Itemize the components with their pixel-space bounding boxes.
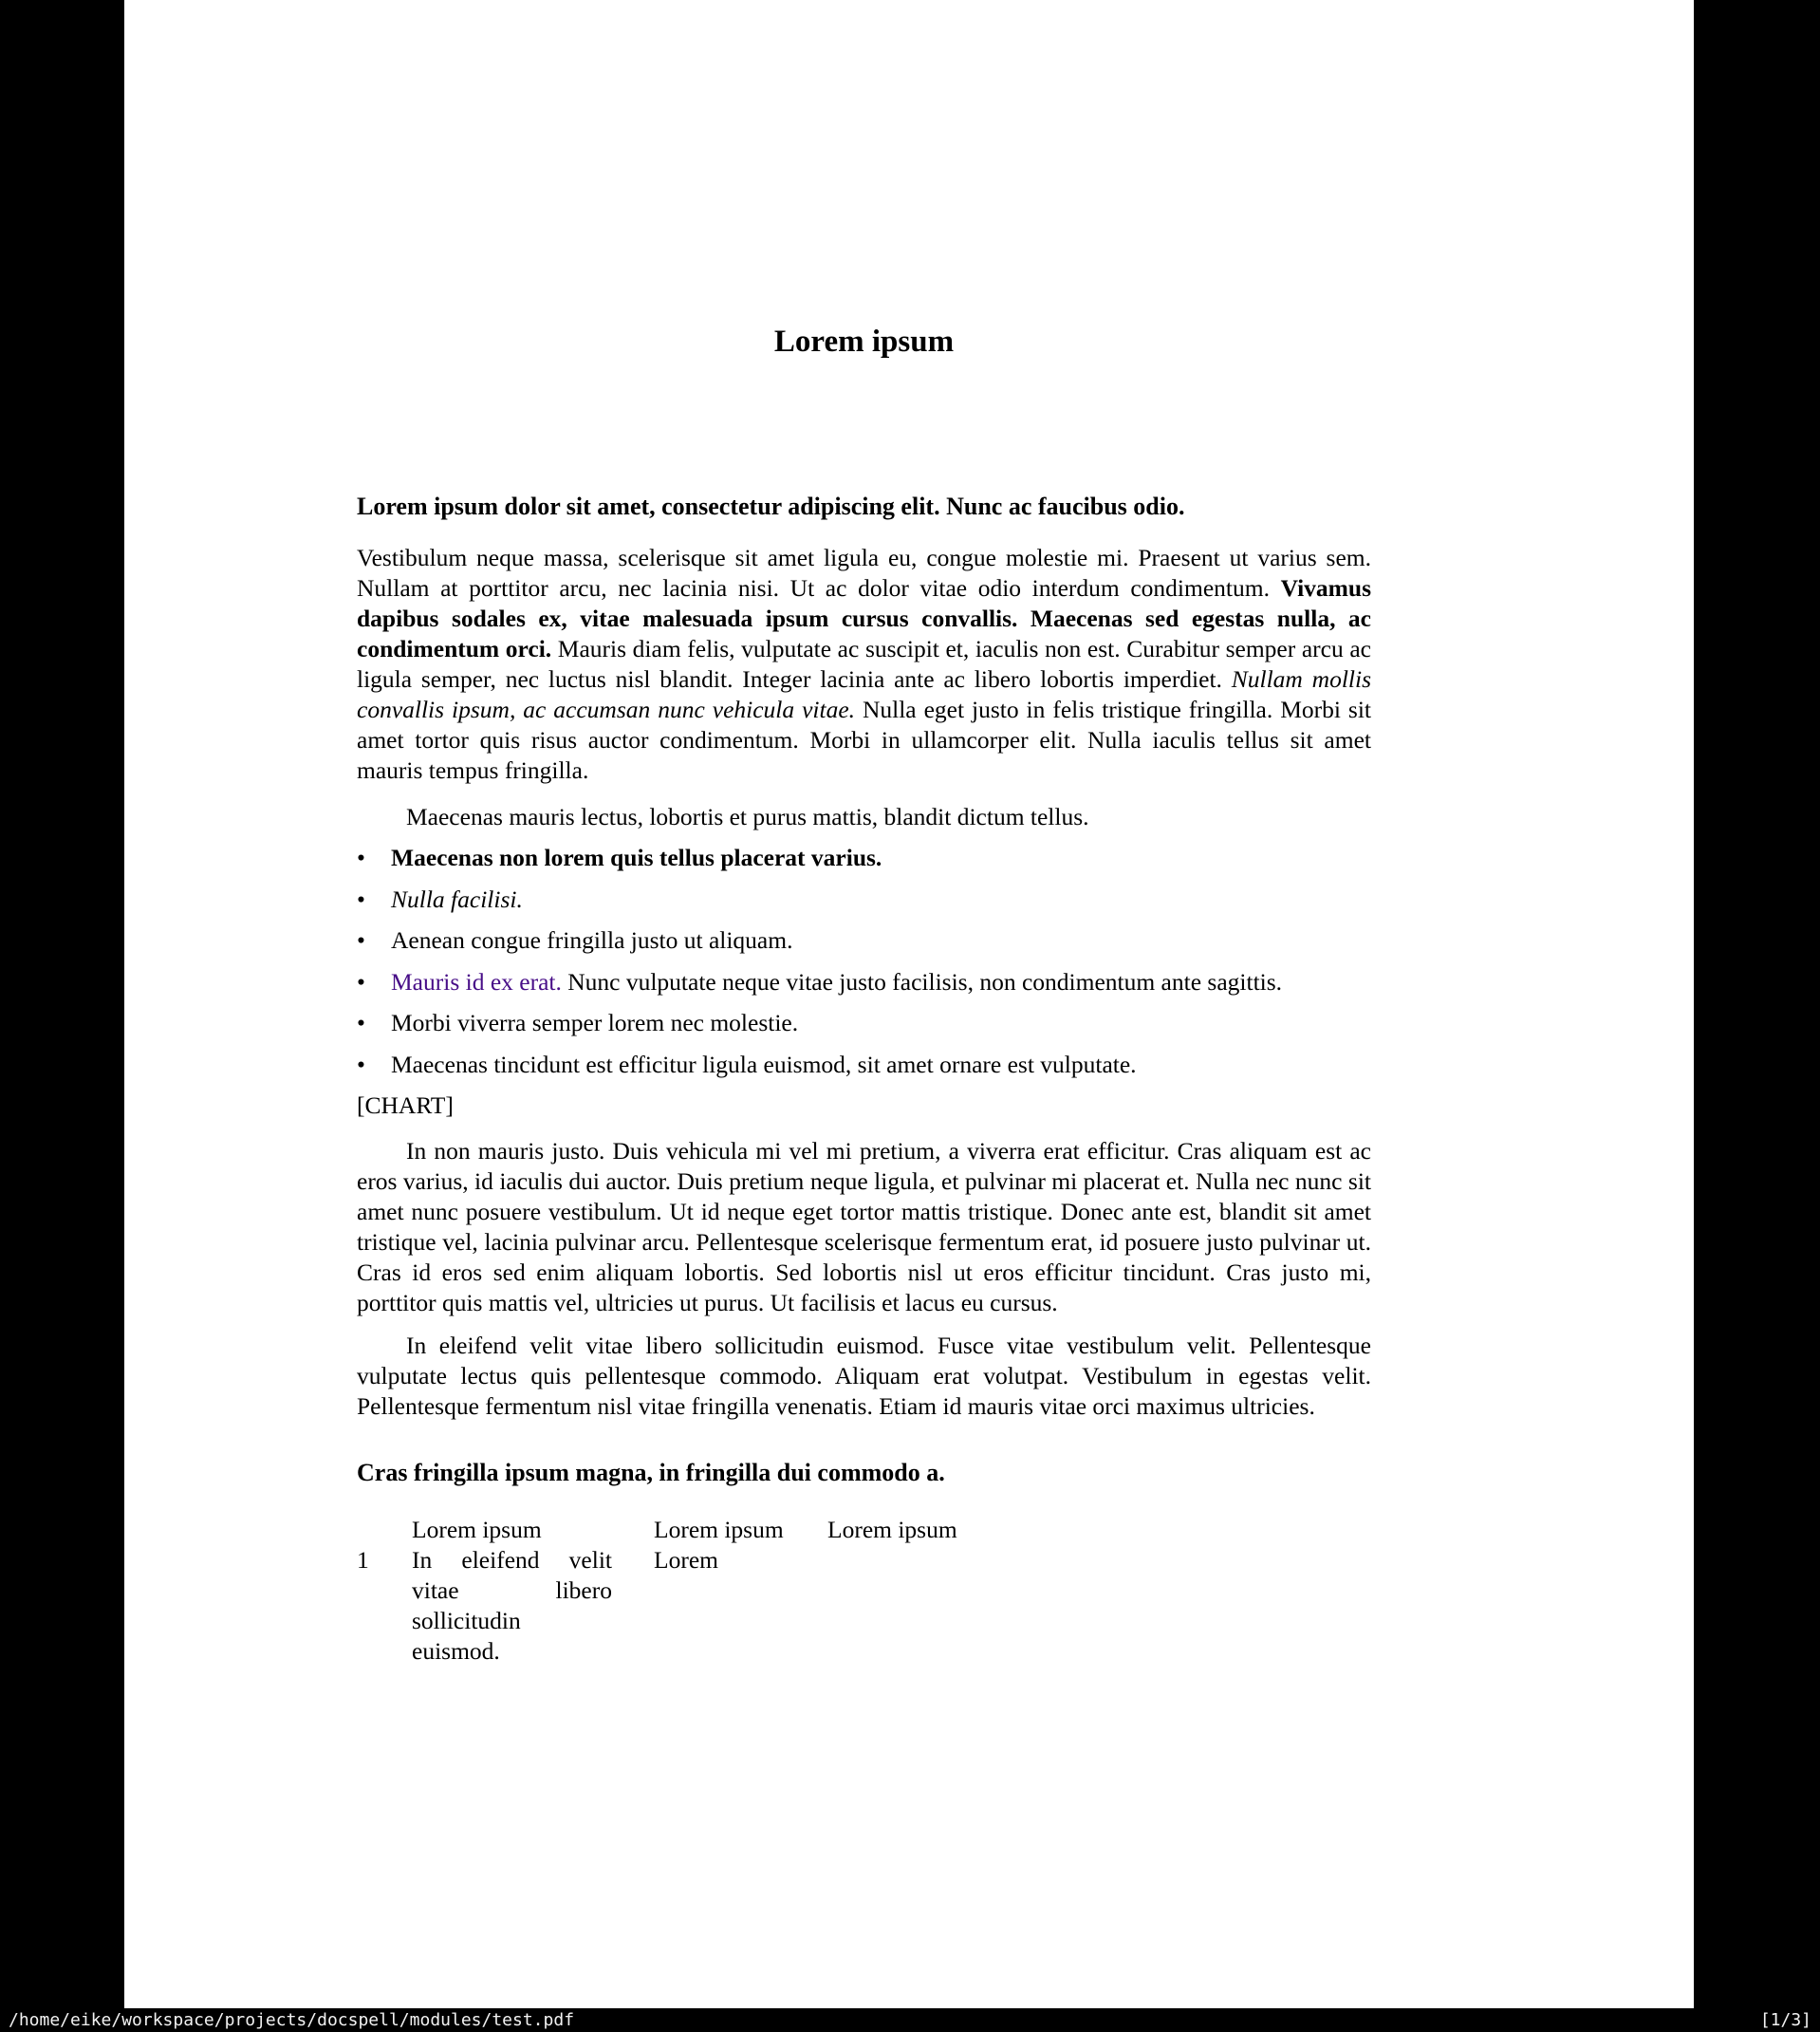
table-cell: Lorem (654, 1546, 718, 1574)
page-indicator: [1/3] (1759, 2010, 1811, 2030)
table-cell (827, 1545, 1371, 1667)
text-segment: Nullam mollis convallis ipsum, ac accumsan nunc vehicula vitae. (357, 665, 1371, 723)
table-header-row (357, 1515, 1371, 1545)
document-title: Lorem ipsum (773, 325, 955, 359)
table-header-cell: Lorem ipsum (412, 1516, 542, 1543)
bullet-marker: • (357, 926, 365, 954)
text-segment: Maecenas tincidunt est efficitur ligula euismod, sit amet ornare est vulputate. (391, 1050, 1137, 1078)
section-heading-2: Cras fringilla ipsum magna, in fringilla dui commodo a. (357, 1459, 945, 1486)
status-bar (0, 2008, 1820, 2032)
section-heading-1: Lorem ipsum dolor sit amet, consectetur adipiscing elit. Nunc ac faucibus odio. (357, 493, 1185, 520)
text-segment: Aenean congue fringilla justo ut aliquam. (391, 926, 793, 954)
text-segment: Mauris diam felis, vulputate ac suscipit et, iaculis non est. Curabitur semper arcu ac ligula semper, nec luctus nisl blandit. Integer lacinia ante ac libero lobortis imperdiet. (357, 635, 1371, 693)
text-segment: Nulla eget justo in felis tristique fringilla. Morbi sit amet tortor quis risus auctor condimentum. Morbi in ullamcorper elit. Nulla iaculis tellus sit amet mauris tempus fringilla. (357, 696, 1371, 784)
intro-paragraph (357, 543, 1371, 786)
note-paragraph: Maecenas mauris lectus, lobortis et purus mattis, blandit dictum tellus. (406, 803, 1089, 830)
list-item-text (391, 1051, 1137, 1078)
bullet-marker: • (357, 1050, 365, 1078)
table-cell: In eleifend velit vitae libero sollicitudin euismod. (412, 1546, 612, 1665)
file-path: /home/eike/workspace/projects/docspell/modules/test.pdf (9, 2010, 575, 2030)
list-item (357, 925, 1371, 956)
list-item-text (391, 968, 1282, 996)
pdf-page (124, 0, 1694, 2008)
text-segment: Vivamus dapibus sodales ex, vitae malesuada ipsum cursus convallis. Maecenas sed egestas nulla, ac condimentum orci. (357, 574, 1371, 662)
table-corner-cell (357, 1515, 412, 1545)
list-item (357, 967, 1371, 997)
bullet-marker: • (357, 1009, 365, 1036)
list-item (357, 1050, 1371, 1080)
list-item (357, 1008, 1371, 1038)
table-row (357, 1545, 1371, 1667)
text-segment: Nunc vulputate neque vitae justo facilisis, non condimentum ante sagittis. (561, 967, 1283, 996)
chart-placeholder: [CHART] (357, 1091, 454, 1119)
inline-link[interactable]: Mauris id ex erat. (391, 967, 562, 996)
page-content (357, 0, 1371, 1667)
bullet-marker: • (357, 967, 365, 996)
table-header-cell: Lorem ipsum (654, 1516, 784, 1543)
bullet-list (357, 843, 1371, 1080)
text-segment: Nulla facilisi. (391, 885, 523, 913)
list-item-text (391, 886, 523, 913)
list-item (357, 885, 1371, 915)
list-item-text (391, 844, 882, 871)
bullet-marker: • (357, 885, 365, 913)
row-index-cell: 1 (357, 1546, 369, 1574)
list-item-text (391, 1009, 798, 1036)
table-header-cell: Lorem ipsum (827, 1516, 957, 1543)
text-segment: Maecenas non lorem quis tellus placerat varius. (391, 844, 882, 871)
body-paragraph-1: In non mauris justo. Duis vehicula mi vel mi pretium, a viverra erat efficitur. Cras aliquam est ac eros varius, id iaculis dui auctor. Duis pretium neque ligula, et pulvinar mi placerat et. Nulla nec nunc sit amet nunc posuere vestibulum. Ut id neque eget tortor mattis tristique. Donec ante est, blandit sit amet tristique vel, lacinia pulvinar arcu. Pellentesque scelerisque fermentum erat, id posuere justo pulvinar ut. Cras id eros sed enim aliquam lobortis. Sed lobortis nisl ut eros efficitur tincidunt. Cras justo mi, porttitor quis mattis vel, ultricies ut purus. Ut facilisis et lacus eu cursus. (357, 1137, 1371, 1316)
list-item (357, 843, 1371, 873)
lorem-table (357, 1515, 1371, 1667)
body-paragraph-2: In eleifend velit vitae libero sollicitudin euismod. Fusce vitae vestibulum velit. Pellentesque vulputate lectus quis pellentesque commodo. Aliquam erat volutpat. Vestibulum in egestas velit. Pellentesque fermentum nisl vitae fringilla venenatis. Etiam id mauris vitae orci maximus ultricies. (357, 1332, 1371, 1420)
text-segment: Morbi viverra semper lorem nec molestie. (391, 1009, 799, 1036)
list-item-text (391, 926, 792, 954)
text-segment: Vestibulum neque massa, scelerisque sit amet ligula eu, congue molestie mi. Praesent ut varius sem. Nullam at porttitor arcu, nec lacinia nisi. Ut ac dolor vitae odio interdum condimentum. (357, 544, 1371, 602)
bullet-marker: • (357, 844, 365, 871)
